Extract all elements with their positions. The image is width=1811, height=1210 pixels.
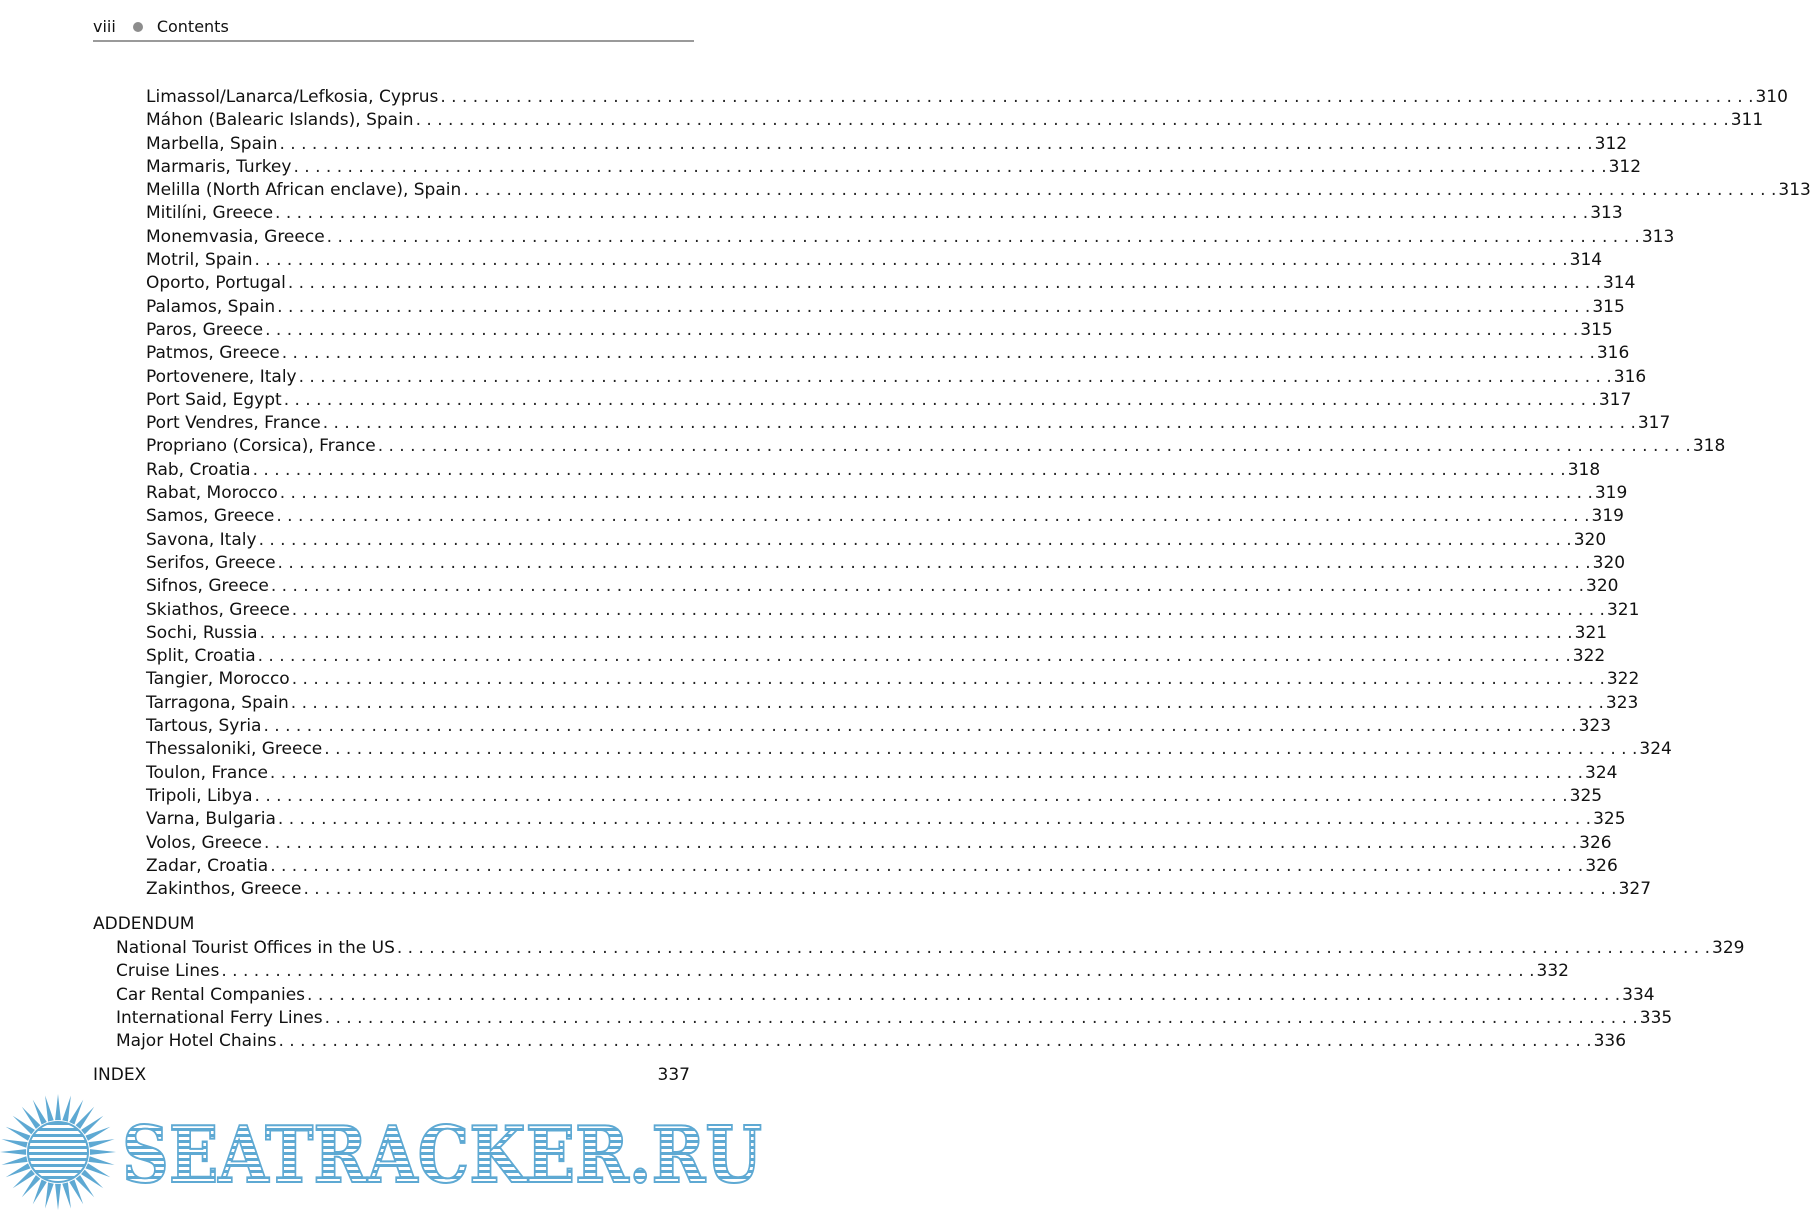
dot-leader <box>278 552 1591 575</box>
toc-entry-page: 318 <box>1567 459 1601 480</box>
toc-entry-title: Tartous, Syria <box>146 716 262 737</box>
toc-entry-title: Paros, Greece <box>146 319 264 340</box>
toc-entry-title: Serifos, Greece <box>146 552 276 573</box>
toc-entry-title: Thessaloniki, Greece <box>146 739 323 760</box>
toc-entry-page: 319 <box>1591 506 1624 527</box>
dot-leader <box>254 249 1567 272</box>
toc-entry-page: 324 <box>1639 739 1672 760</box>
toc-entry-page: 323 <box>1578 716 1612 737</box>
toc-entry-page: 312 <box>1594 133 1628 154</box>
toc-entry-page: 320 <box>1592 552 1626 573</box>
toc-entry-title: Sifnos, Greece <box>146 576 269 597</box>
toc-entry[interactable] <box>116 1007 1673 1030</box>
toc-entry-page: 315 <box>1580 319 1613 340</box>
toc-entry-page: 320 <box>1586 576 1619 597</box>
toc-entry-title: Toulon, France <box>146 762 268 783</box>
dot-leader <box>263 715 1576 738</box>
sun-ray <box>90 1149 116 1155</box>
dot-leader <box>277 296 1590 319</box>
toc-entry[interactable] <box>146 109 1764 132</box>
toc-entry[interactable] <box>146 552 1626 575</box>
sun-ray <box>2 1156 28 1165</box>
toc-entry-page: 322 <box>1572 646 1606 667</box>
toc-entry[interactable] <box>146 366 1647 389</box>
toc-entry-page: 316 <box>1596 343 1630 364</box>
sun-ray <box>2 1139 28 1148</box>
toc-entry-title: Samos, Greece <box>146 506 275 527</box>
toc-entry[interactable] <box>146 133 1628 156</box>
toc-entry[interactable] <box>146 272 1636 295</box>
toc-entry-page: 317 <box>1637 413 1671 434</box>
toc-entry-title: Sochi, Russia <box>146 622 258 643</box>
dot-leader <box>271 575 1584 598</box>
toc-entry-page: 314 <box>1569 250 1603 271</box>
toc-entry-page: 313 <box>1590 203 1623 224</box>
toc-entry-page: 313 <box>1641 226 1675 247</box>
index-page: 337 <box>657 1065 690 1085</box>
toc-entry-title: Palamos, Spain <box>146 296 276 317</box>
toc-entry-page: 332 <box>1536 961 1569 982</box>
toc-entry[interactable] <box>146 342 1630 365</box>
toc-entry-title: National Tourist Offices in the US <box>116 938 395 958</box>
toc-entry-title: Máhon (Balearic Islands), Spain <box>146 110 414 131</box>
toc-entry-title: Savona, Italy <box>146 529 257 550</box>
toc-entry-title: Limassol/Lanarca/Lefkosia, Cyprus <box>146 87 439 107</box>
toc-entry-page: 311 <box>1730 110 1764 131</box>
toc-entry-title: Motril, Spain <box>146 250 253 271</box>
dot-leader <box>378 435 1691 458</box>
toc-entry[interactable] <box>146 599 1640 622</box>
toc-entry-page: 320 <box>1573 529 1607 550</box>
toc-entry-title: Rabat, Morocco <box>146 483 278 504</box>
watermark-text: SEATRACKER.RU <box>122 1110 762 1201</box>
toc-entry-page: 319 <box>1594 483 1628 504</box>
dot-leader <box>284 389 1597 412</box>
dot-leader <box>292 668 1605 691</box>
toc-entry[interactable] <box>146 645 1606 668</box>
toc-entry[interactable] <box>146 226 1675 249</box>
toc-entry[interactable] <box>146 715 1612 738</box>
toc-entry-title: Propriano (Corsica), France <box>146 436 376 457</box>
toc-entry-page: 325 <box>1569 785 1603 806</box>
dot-leader <box>270 855 1583 878</box>
toc-entry-page: 310 <box>1755 87 1788 107</box>
sun-ray <box>55 1184 61 1210</box>
toc-entry[interactable] <box>146 296 1625 319</box>
toc-entry-page: 327 <box>1618 879 1652 900</box>
dot-leader <box>282 342 1595 365</box>
toc-entry[interactable] <box>146 785 1603 808</box>
toc-entry[interactable] <box>116 937 1745 960</box>
toc-entry[interactable] <box>146 529 1607 552</box>
toc-entry[interactable] <box>146 738 1672 761</box>
dot-leader <box>280 482 1593 505</box>
toc-entry-page: 322 <box>1606 669 1640 690</box>
toc-entry-title: Port Said, Egypt <box>146 389 282 410</box>
toc-entry[interactable] <box>146 855 1618 878</box>
dot-leader <box>253 459 1566 482</box>
sun-ray <box>88 1156 114 1165</box>
toc-entry-title: Patmos, Greece <box>146 343 280 364</box>
sun-ray <box>0 1149 26 1155</box>
toc-entry[interactable] <box>146 86 1788 109</box>
toc-entry-title: Tripoli, Libya <box>146 785 253 806</box>
dot-leader <box>265 319 1578 342</box>
toc-entry[interactable] <box>146 412 1671 435</box>
index-heading: INDEX <box>93 1065 147 1085</box>
toc-entry[interactable] <box>146 179 1811 202</box>
dot-leader <box>324 738 1637 761</box>
toc-entry-title: Zakinthos, Greece <box>146 879 302 900</box>
toc-entry-list <box>146 86 1811 901</box>
dot-leader <box>303 878 1616 901</box>
running-head <box>93 14 694 42</box>
page-number: viii <box>93 17 116 36</box>
dot-leader <box>270 762 1583 785</box>
addendum-heading: ADDENDUM <box>93 914 195 934</box>
toc-entry[interactable] <box>146 389 1632 412</box>
toc-entry-title: Split, Croatia <box>146 646 256 667</box>
toc-entry-title: Varna, Bulgaria <box>146 809 276 830</box>
toc-entry-title: Cruise Lines <box>116 961 220 982</box>
dot-leader <box>293 156 1606 179</box>
toc-entry-title: Marmaris, Turkey <box>146 156 292 177</box>
dot-leader <box>259 529 1572 552</box>
toc-entry[interactable] <box>146 249 1603 272</box>
toc-entry-title: Portovenere, Italy <box>146 366 297 387</box>
toc-entry-title: Marbella, Spain <box>146 133 278 154</box>
sun-ray <box>55 1094 61 1120</box>
dot-leader <box>260 622 1573 645</box>
toc-entry[interactable] <box>146 808 1626 831</box>
toc-entry[interactable] <box>116 984 1655 1007</box>
dot-leader <box>280 133 1593 156</box>
section-title: Contents <box>156 17 229 36</box>
toc-entry-page: 317 <box>1598 389 1632 410</box>
sun-ray <box>45 1096 54 1122</box>
dot-leader <box>327 226 1640 249</box>
addendum-entry-list <box>116 937 1745 1053</box>
sun-ray <box>62 1182 71 1208</box>
bullet-dot-icon <box>133 22 143 32</box>
toc-entry-page: 321 <box>1606 599 1640 620</box>
toc-entry-page: 315 <box>1592 296 1625 317</box>
toc-entry-title: Major Hotel Chains <box>116 1031 277 1052</box>
toc-entry-page: 323 <box>1605 692 1639 713</box>
index-row[interactable] <box>93 1064 690 1087</box>
watermark <box>0 1092 772 1210</box>
toc-entry-title: Melilla (North African enclave), Spain <box>146 180 462 201</box>
dot-leader <box>323 412 1636 435</box>
toc-entry-page: 326 <box>1579 832 1612 853</box>
toc-entry-page: 316 <box>1613 366 1647 387</box>
toc-entry-title: Rab, Croatia <box>146 459 251 480</box>
toc-entry-page: 336 <box>1593 1031 1627 1052</box>
toc-entry[interactable] <box>146 435 1726 458</box>
dot-leader <box>264 832 1577 855</box>
toc-entry-title: Tarragona, Spain <box>146 692 289 713</box>
toc-entry-title: Zadar, Croatia <box>146 855 269 876</box>
dot-leader <box>292 599 1605 622</box>
dot-leader <box>325 1007 1638 1030</box>
sun-ray <box>45 1182 54 1208</box>
toc-entry[interactable] <box>146 575 1619 598</box>
sun-ray <box>88 1139 114 1148</box>
dot-leader <box>288 272 1601 295</box>
toc-entry[interactable] <box>146 692 1639 715</box>
toc-entry-page: 325 <box>1593 809 1626 830</box>
toc-entry-title: Mitilíni, Greece <box>146 203 274 224</box>
toc-entry[interactable] <box>146 482 1628 505</box>
dot-leader <box>397 937 1710 960</box>
toc-entry[interactable] <box>146 202 1623 225</box>
toc-entry[interactable] <box>146 156 1642 179</box>
toc-entry-title: Skiathos, Greece <box>146 599 290 620</box>
dot-leader <box>258 645 1571 668</box>
toc-entry[interactable] <box>146 668 1640 691</box>
toc-entry[interactable] <box>146 622 1608 645</box>
dot-leader <box>307 984 1620 1007</box>
toc-entry-title: Tangier, Morocco <box>146 669 290 690</box>
sunburst-logo-icon <box>0 1092 772 1210</box>
toc-entry[interactable] <box>116 1030 1627 1053</box>
toc-entry-page: 318 <box>1692 436 1726 457</box>
dot-leader <box>416 109 1729 132</box>
dot-leader <box>275 202 1588 225</box>
dot-leader <box>463 179 1776 202</box>
dot-leader <box>291 692 1604 715</box>
toc-entry-page: 313 <box>1778 180 1811 201</box>
toc-entry-title: Port Vendres, France <box>146 413 321 434</box>
toc-entry[interactable] <box>146 459 1601 482</box>
toc-entry-title: Volos, Greece <box>146 832 263 853</box>
toc-entry-page: 329 <box>1712 938 1745 958</box>
toc-entry[interactable] <box>146 319 1613 342</box>
toc-entry[interactable] <box>146 878 1652 901</box>
toc-entry-page: 314 <box>1602 273 1636 294</box>
dot-leader <box>278 808 1591 831</box>
dot-leader <box>440 86 1753 109</box>
sun-ray <box>62 1096 71 1122</box>
toc-entry[interactable] <box>146 762 1618 785</box>
toc-entry-page: 335 <box>1639 1007 1673 1028</box>
toc-entry[interactable] <box>146 505 1624 528</box>
dot-leader <box>221 960 1534 983</box>
toc-entry-page: 324 <box>1585 762 1618 783</box>
dot-leader <box>276 505 1589 528</box>
toc-entry-page: 312 <box>1608 156 1642 177</box>
toc-entry-page: 321 <box>1574 622 1608 643</box>
dot-leader <box>255 785 1568 808</box>
toc-entry[interactable] <box>146 832 1612 855</box>
toc-entry-title: Car Rental Companies <box>116 984 306 1005</box>
toc-entry[interactable] <box>116 960 1569 983</box>
toc-entry-title: Oporto, Portugal <box>146 273 286 294</box>
toc-entry-title: Monemvasia, Greece <box>146 226 325 247</box>
dot-leader <box>278 1030 1591 1053</box>
toc-entry-page: 326 <box>1585 855 1618 876</box>
dot-leader <box>299 366 1612 389</box>
toc-entry-page: 334 <box>1622 984 1655 1005</box>
toc-entry-title: International Ferry Lines <box>116 1007 323 1028</box>
